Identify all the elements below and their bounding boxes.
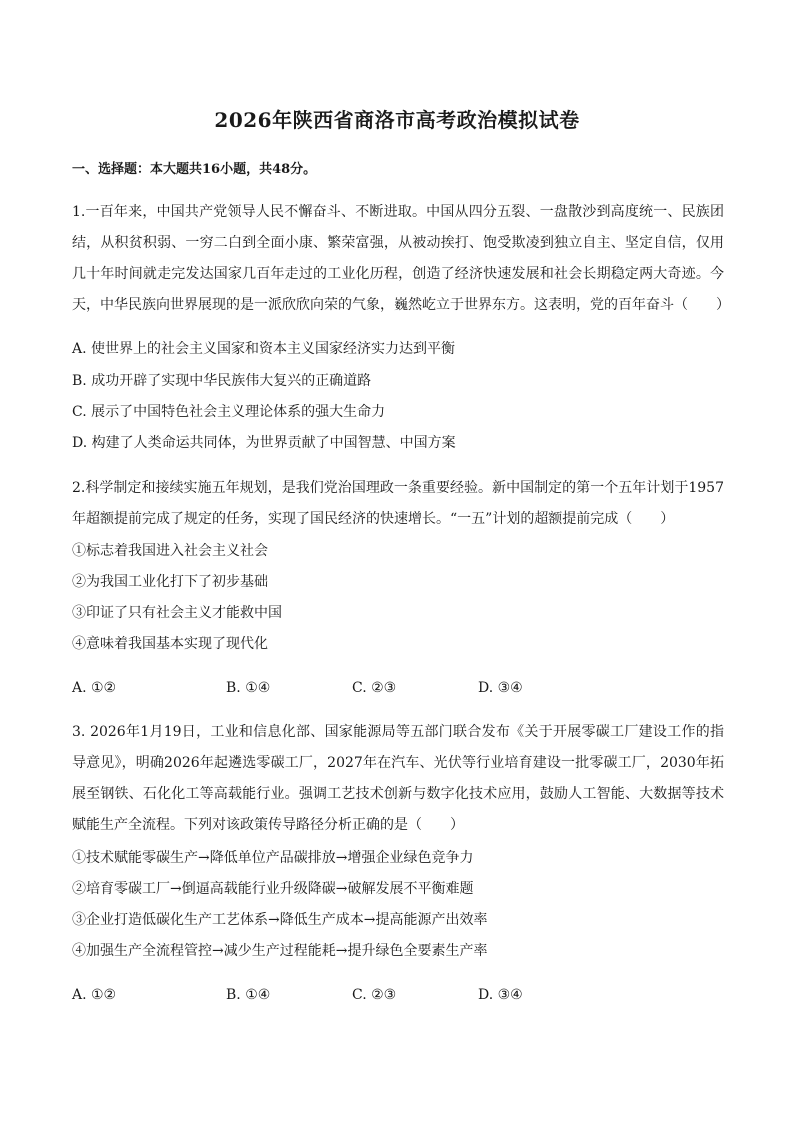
question-3-answer-c: C. ②③ [352, 987, 397, 1003]
question-2-answer-d: D. ③④ [478, 680, 523, 696]
question-3-answer-b: B. ①④ [226, 987, 271, 1003]
question-3-item-3: ③企业打造低碳化生产工艺体系→降低生产成本→提高能源产出效率 [72, 912, 488, 928]
question-3-item-2: ②培育零碳工厂→倒逼高载能行业升级降碳→破解发展不平衡难题 [72, 881, 474, 897]
exam-title: 2026年陕西省商洛市高考政治模拟试卷 [214, 108, 580, 132]
question-1-option-c: C. 展示了中国特色社会主义理论体系的强大生命力 [72, 404, 386, 420]
question-3-stem: 3. 2026年1月19日，工业和信息化部、国家能源局等五部门联合发布《关于开展零碳工厂建设工作的指导意见》，明确2026年起遴选零碳工厂，2027年在汽车、光伏等行业培育建设一批零碳工厂，2030年拓展至钢铁、石化化工等高载能行业。强调工艺技术创新与数字化技术应用，鼓励人工智能、大数据等技术赋能生产全流程。下列对该政策传导路径分析正确的是（ ） [72, 724, 724, 833]
question-1-option-d: D. 构建了人类命运共同体，为世界贡献了中国智慧、中国方案 [72, 435, 456, 451]
question-1-stem: 1.一百年来，中国共产党领导人民不懈奋斗、不断进取。中国从四分五裂、一盘散沙到高度统一、民族团结，从积贫积弱、一穷二白到全面小康、繁荣富强，从被动挨打、饱受欺凌到独立自主、坚定自信，仅用几十年时间就走完发达国家几百年走过的工业化历程，创造了经济快速发展和社会长期稳定两大奇迹。今天，中华民族向世界展现的是一派欣欣向荣的气象，巍然屹立于世界东方。这表明，党的百年奋斗（ ） [72, 204, 730, 313]
question-3-answer-d: D. ③④ [478, 987, 523, 1003]
question-3-answer-a: A. ①② [72, 987, 117, 1003]
question-2-item-4: ④意味着我国基本实现了现代化 [72, 636, 268, 652]
question-2-answer-b: B. ①④ [226, 680, 271, 696]
question-2-answer-a: A. ①② [72, 680, 117, 696]
question-1-option-b: B. 成功开辟了实现中华民族伟大复兴的正确道路 [72, 373, 372, 389]
question-1-option-a: A. 使世界上的社会主义国家和资本主义国家经济实力达到平衡 [72, 341, 456, 357]
question-2-answer-c: C. ②③ [352, 680, 397, 696]
question-2-item-1: ①标志着我国进入社会主义社会 [72, 543, 268, 559]
question-2-item-2: ②为我国工业化打下了初步基础 [72, 574, 268, 590]
question-3-item-1: ①技术赋能零碳生产→降低单位产品碳排放→增强企业绿色竞争力 [72, 850, 474, 866]
question-3-item-4: ④加强生产全流程管控→减少生产过程能耗→提升绿色全要素生产率 [72, 943, 488, 959]
question-2-stem: 2.科学制定和接续实施五年规划，是我们党治国理政一条重要经验。新中国制定的第一个五年计划于1957年超额提前完成了规定的任务，实现了国民经济的快速增长。“一五”计划的超额提前完成（ ） [72, 480, 724, 527]
question-2-item-3: ③印证了只有社会主义才能救中国 [72, 605, 282, 621]
section-heading: 一、选择题：本大题共16小题，共48分。 [72, 162, 317, 177]
